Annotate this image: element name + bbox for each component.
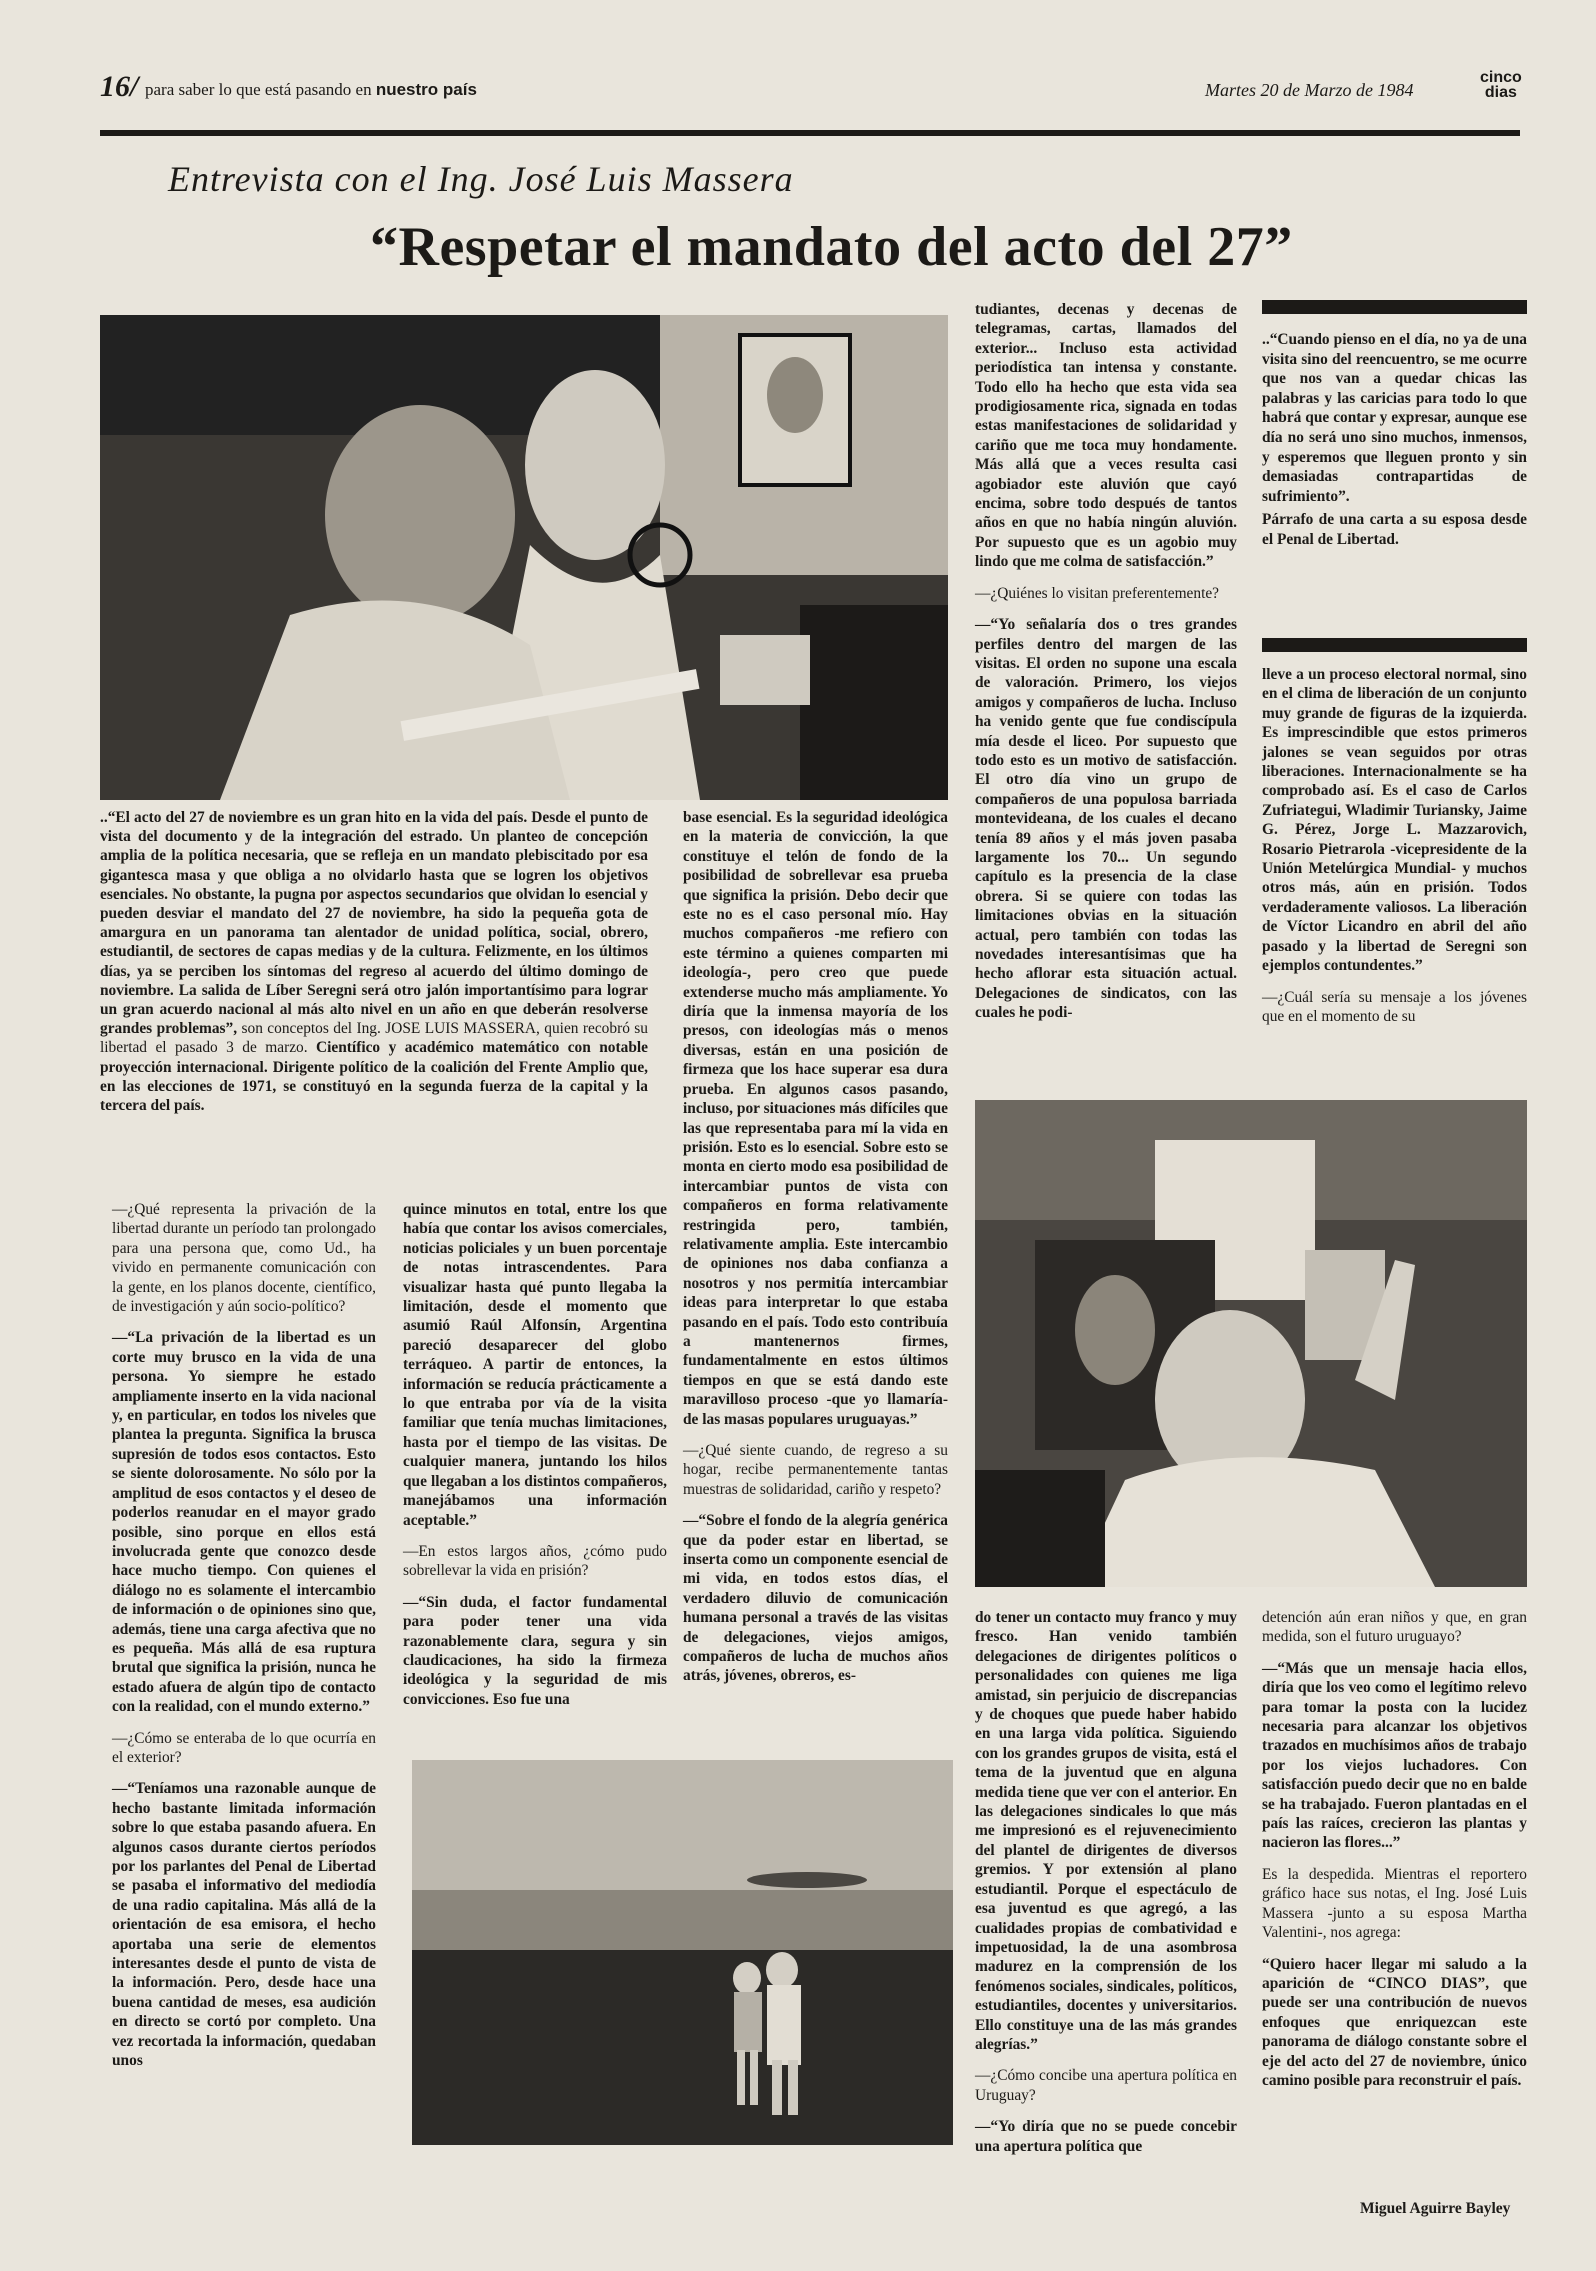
quote-text: ..“Cuando pienso en el día, no ya de una visita sino del reencuentro, se me ocurre que nos van a quedar chicas las palabras y las caricias para todo lo que habrá que contar y expresar, aunque ese día no será uno sino muchos, inmensos, y esperemos que lleguen pronto y sin demasiadas contrapartidas de sufrimiento”. bbox=[1262, 331, 1527, 505]
interview-question: —¿Cuál sería su mensaje a los jóvenes que en el momento de su bbox=[1262, 988, 1527, 1025]
interview-question: —¿Quiénes lo visitan preferentemente? bbox=[975, 584, 1220, 602]
quote-box bbox=[1262, 330, 1527, 550]
interview-answer: do tener un contacto muy franco y muy fresco. Han venido también delegaciones de dirigentes políticos o personalidades con quienes me liga amistad, sin perjuicio de discrepancias y de choques que puede haber habido en una larga vida política. Siguiendo con los grandes grupos de visita, está el tema de la juventud que en alguna medida tiene que ver con el anterior. En las delegaciones sindicales lo que más me impresionó es el rejuvenecimiento del plantel de dirigentes de diversos gremios. Y por extensión al plano estudiantil. Porque el espectáculo de esa juventud es que agregó, a las cualidades propias de combatividad e impetuosidad, la de una asombrosa madurez en la comprensión de los fenómenos sociales, sindicales, políticos, estudiantiles, docentes y universitarios. Ello constituye una de las más grandes alegrías.” bbox=[975, 1609, 1237, 2053]
section-tagline bbox=[145, 80, 477, 100]
interview-answer: —“Sobre el fondo de la alegría genérica que da poder estar en libertad, se inserta como un componente esencial de mi vida, en todos estos días, el verdadero diluvio de comunicación humana personal a través de las visitas de delegaciones, viejos amigos, compañeros de lucha de muchos años atrás, jóvenes, obreros, es- bbox=[683, 1512, 948, 1685]
intro-bold-text-2: Científico y académico matemático con notable proyección internacional. Dirigente político de la coalición del Frente Amplio que, en las elecciones de 1971, se constituyó en la segunda fuerza de la capital y la tercera del país. bbox=[100, 1039, 648, 1115]
interview-answer: tudiantes, decenas y decenas de telegramas, cartas, llamados del exterior... Incluso esta actividad periodística tan intensa y constante. Todo ello ha hecho que esta vida sea prodigiosamente rica, signada en todas estas manifestaciones de solidaridad y cariño que me toca muy hondamente. Más allá que a veces resulta casi agobiador este aluvión que cayó encima, sobre todo después de tantos años en que no había ningún aluvión. Por supuesto que es un agobio muy lindo que me colma de satisfacción.” bbox=[975, 301, 1237, 571]
page-header bbox=[100, 70, 1540, 106]
interview-answer: —“La privación de la libertad es un corte muy brusco en la vida de una persona. Yo siempre he estado ampliamente inserto en la vida nacional y, en particular, en todos los niveles que plantea la pregunta. Significa la brusca supresión de todos esos contactos. Esto se siente dolorosamente. No sólo por la amplitud de esos contactos y el deseo de poderlos reanudar en el mayor grado posible, sino porque en ellos está involucrada gente que conozco desde hace mucho tiempo. Con quienes el diálogo no es solamente el intercambio de información o de opiniones sino que, además, tiene una carga afectiva que no es pequeña. Más allá de esa ruptura brutal que significa la prisión, nunca he estado afuera de algún tipo de contacto con la realidad, con el mundo externo.” bbox=[112, 1329, 376, 1716]
photo-couple-at-desk bbox=[100, 315, 948, 800]
text-column-4-bottom bbox=[975, 1608, 1237, 2168]
text-column-1 bbox=[112, 1200, 376, 2082]
interview-question: —¿Cómo concibe una apertura política en Uruguay? bbox=[975, 2067, 1237, 2104]
header-rule bbox=[100, 130, 1520, 136]
text-column-5-top bbox=[1262, 665, 1527, 1038]
photo-massera-gesturing bbox=[975, 1100, 1527, 1587]
issue-date: Martes 20 de Marzo de 1984 bbox=[1205, 80, 1414, 100]
text-column-5-bottom bbox=[1262, 1608, 1527, 2102]
intro-bold-text: ..“El acto del 27 de noviembre es un gran hito en la vida del país. Desde el punto de vista del documento y de la integración del estrado. Un planteo de concepción amplia de la política necesaria, que se refleja en un mandato plebiscitado por esa gigantesca masa y que obliga a no olvidarlo hasta que se logren los objetivos esenciales. No obstante, la pugna por aspectos secundarios que olvidan lo esencial y pueden desviar el mandato del 27 de noviembre, ha sido la pequeña gota de amargura en un panorama tan alentador de unidad política, social, obrero, estudiantil, de sectores de capas medias y de la cultura. Felizmente, en los últimos días, ya se perciben los síntomas del regreso al acuerdo del último domingo de noviembre. La salida de Líber Seregni será otro jalón importantísimo para lograr un gran acuerdo nacional al más alto nivel en un año en que deberán resolverse grandes problemas”, bbox=[100, 809, 648, 1038]
page-number: 16/ bbox=[100, 70, 139, 103]
photo-couple-on-beach bbox=[412, 1760, 953, 2145]
interview-answer: lleve a un proceso electoral normal, sino en el clima de liberación de un conjunto muy grande de figuras de la izquierda. Es imprescindible que estos primeros jalones se vean seguidos por otras liberaciones. Internacionalmente se ha comprobado así. Es el caso de Carlos Zufriategui, Wladimir Turiansky, Jaime G. Pérez, Jorge L. Mazzarovich, Rosario Pietrarola -vicepresidente de la Unión Metelúrgica Mundial- y muchos otros más, aún en prisión. Todos verdaderamente valiosos. La liberación de Víctor Licandro en abril del año pasado y la libertad de Seregni son ejemplos contundentes.” bbox=[1262, 666, 1527, 975]
article-kicker: Entrevista con el Ing. José Luis Massera bbox=[168, 159, 794, 199]
text-column-4-top bbox=[975, 300, 1237, 1035]
interview-question: detención aún eran niños y que, en gran medida, son el futuro uruguayo? bbox=[1262, 1609, 1527, 1646]
tagline-bold: nuestro país bbox=[375, 80, 477, 99]
interview-answer: base esencial. Es la seguridad ideológica en la materia de convicción, la que constituye el telón de fondo de la posibilidad de sobrellevar esa prueba que significa la prisión. Debo decir que este no es el caso personal mío. Hay muchos compañeros -me refiero con este término a quienes comparten mi ideología-, pero creo que puede extenderse mucho más ampliamente. Yo diría que la inmensa mayoría de los presos, con ideologías más o menos diversas, están en una posición de firmeza que los hace superar esa dura prueba. En algunos casos pasando, incluso, por situaciones más difíciles que las que representaba para mí la vida en prisión. Esto es lo esencial. Sobre esto se monta en cierto modo esa posibilidad de intercambiar puntos de vista con compañeros en forma relativamente restringida pero, también, relativamente amplia. Este intercambio de opiniones nos daba confianza a nosotros y nos permitía intercambiar ideas para interpretar lo que estaba pasando en el país. Todo esto contribuía a mantenernos firmes, fundamentalmente en estos últimos tiempos en que se está dando este maravilloso proceso -que yo llamaría- de las masas populares uruguayas.” bbox=[683, 809, 948, 1428]
interview-answer: —“Yo señalaría dos o tres grandes perfiles dentro del margen de las visitas. El orden no supone una escala de valoración. Primero, los viejos amigos y compañeros de lucha. Incluso ha venido gente que fue condiscípula mía desde el liceo. Por supuesto que todo esto es un motivo de satisfacción. El otro día vino un grupo de compañeros de una populosa barriada montevideana, de los cuales el decano tenía 89 años y el más joven pasaba largamente los 70... Un segundo capítulo es la presencia de la clase obrera. Si se quiere con todas las limitaciones obvias en la situación actual, pero también con todas las novedades interesantísimas que ha hecho aflorar esta situación actual. Delegaciones de sindicatos, con las cuales he podi- bbox=[975, 616, 1237, 1022]
interview-answer: —“Teníamos una razonable aunque de hecho bastante limitada información sobre lo que estaba pasando afuera. En algunos casos durante ciertos períodos por los parlantes del Penal de Libertad se pasaba el informativo del mediodía de una radio capitalina. Más allá de la orientación de esa emisora, el hecho aportaba una serie de elementos interesantes desde el punto de vista de la información. Pero, desde hace una buena cantidad de meses, esa audición en directo se cortó por completo. Una vez recortada la información, quedaban unos bbox=[112, 1780, 376, 2070]
tagline-text: para saber lo que está pasando en bbox=[145, 80, 376, 99]
interview-question: —¿Qué representa la privación de la libertad durante un período tan prolongado para una persona que, como Ud., ha vivido en permanente comunicación con la gente, en los planos docente, científico, de investigación y aún socio-político? bbox=[112, 1201, 376, 1316]
quote-source: Párrafo de una carta a su esposa desde el Penal de Libertad. bbox=[1262, 511, 1527, 548]
interview-question: —¿Cómo se enteraba de lo que ocurría en el exterior? bbox=[112, 1729, 376, 1766]
intro-normal-text: son conceptos del Ing. JOSE LUIS MASSERA, quien recobró su libertad el pasado 3 de marzo. bbox=[100, 1020, 648, 1057]
interview-question: —¿Qué siente cuando, de regreso a su hogar, recibe permanentemente tantas muestras de solidaridad, cariño y respeto? bbox=[683, 1442, 948, 1498]
quote-box-top-rule bbox=[1262, 300, 1527, 314]
interview-answer: —“Sin duda, el factor fundamental para poder tener una vida razonablemente clara, segura y sin claudicaciones, ha sido la firmeza ideológica y la seguridad de mis convicciones. Eso fue una bbox=[403, 1593, 667, 1708]
text-column-3 bbox=[683, 808, 948, 1698]
article-intro bbox=[100, 808, 648, 1115]
interview-question: Es la despedida. Mientras el reportero gráfico hace sus notas, el Ing. José Luis Massera -junto a su esposa Martha Valentini-, nos agrega: bbox=[1262, 1865, 1527, 1942]
newspaper-logo bbox=[1480, 70, 1522, 100]
text-column-2 bbox=[403, 1200, 667, 1721]
logo-line-1: cinco bbox=[1480, 69, 1522, 86]
interview-answer: quince minutos en total, entre los que había que contar los avisos comerciales, noticias policiales y un buen porcentaje de notas intrascendentes. Para visualizar hasta qué punto llegaba la limitación, desde el momento que asumió Raúl Alfonsín, Argentina pareció desaparecer del globo terráqueo. A partir de entonces, la información se reducía prácticamente a lo que entraba por vía de la visita familiar que tenía muchas limitaciones, hasta por el tiempo de las visitas. De cualquier manera, juntando los hilos que llegaban a los distintos compañeros, manejábamos una información aceptable.” bbox=[403, 1201, 667, 1529]
interview-answer: “Quiero hacer llegar mi saludo a la aparición de “CINCO DIAS”, que puede ser una contribución de nuevos enfoques que enriquezcan este panorama de diálogo constante sobre el eje del acto del 27 de noviembre, único camino posible para reconstruir el país. bbox=[1262, 1955, 1527, 2089]
article-headline: “Respetar el mandato del acto del 27” bbox=[370, 216, 1293, 278]
interview-answer: —“Más que un mensaje hacia ellos, diría que los veo como el legítimo relevo para tomar la posta con la lucidez necesaria para alcanzar los objetivos trazados en muchísimos años de trabajo por los viejos luchadores. Con satisfacción puedo decir que no en balde se ha trabajado. Fueron plantadas en el país las raíces, crecieron las plantas y nacieron las flores...” bbox=[1262, 1659, 1527, 1852]
author-signature: Miguel Aguirre Bayley bbox=[1360, 2200, 1511, 2217]
interview-answer: —“Yo diría que no se puede concebir una apertura política que bbox=[975, 2118, 1237, 2155]
quote-box-bottom-rule bbox=[1262, 638, 1527, 652]
logo-line-2: dias bbox=[1484, 84, 1517, 101]
interview-question: —En estos largos años, ¿cómo pudo sobrellevar la vida en prisión? bbox=[403, 1542, 667, 1580]
